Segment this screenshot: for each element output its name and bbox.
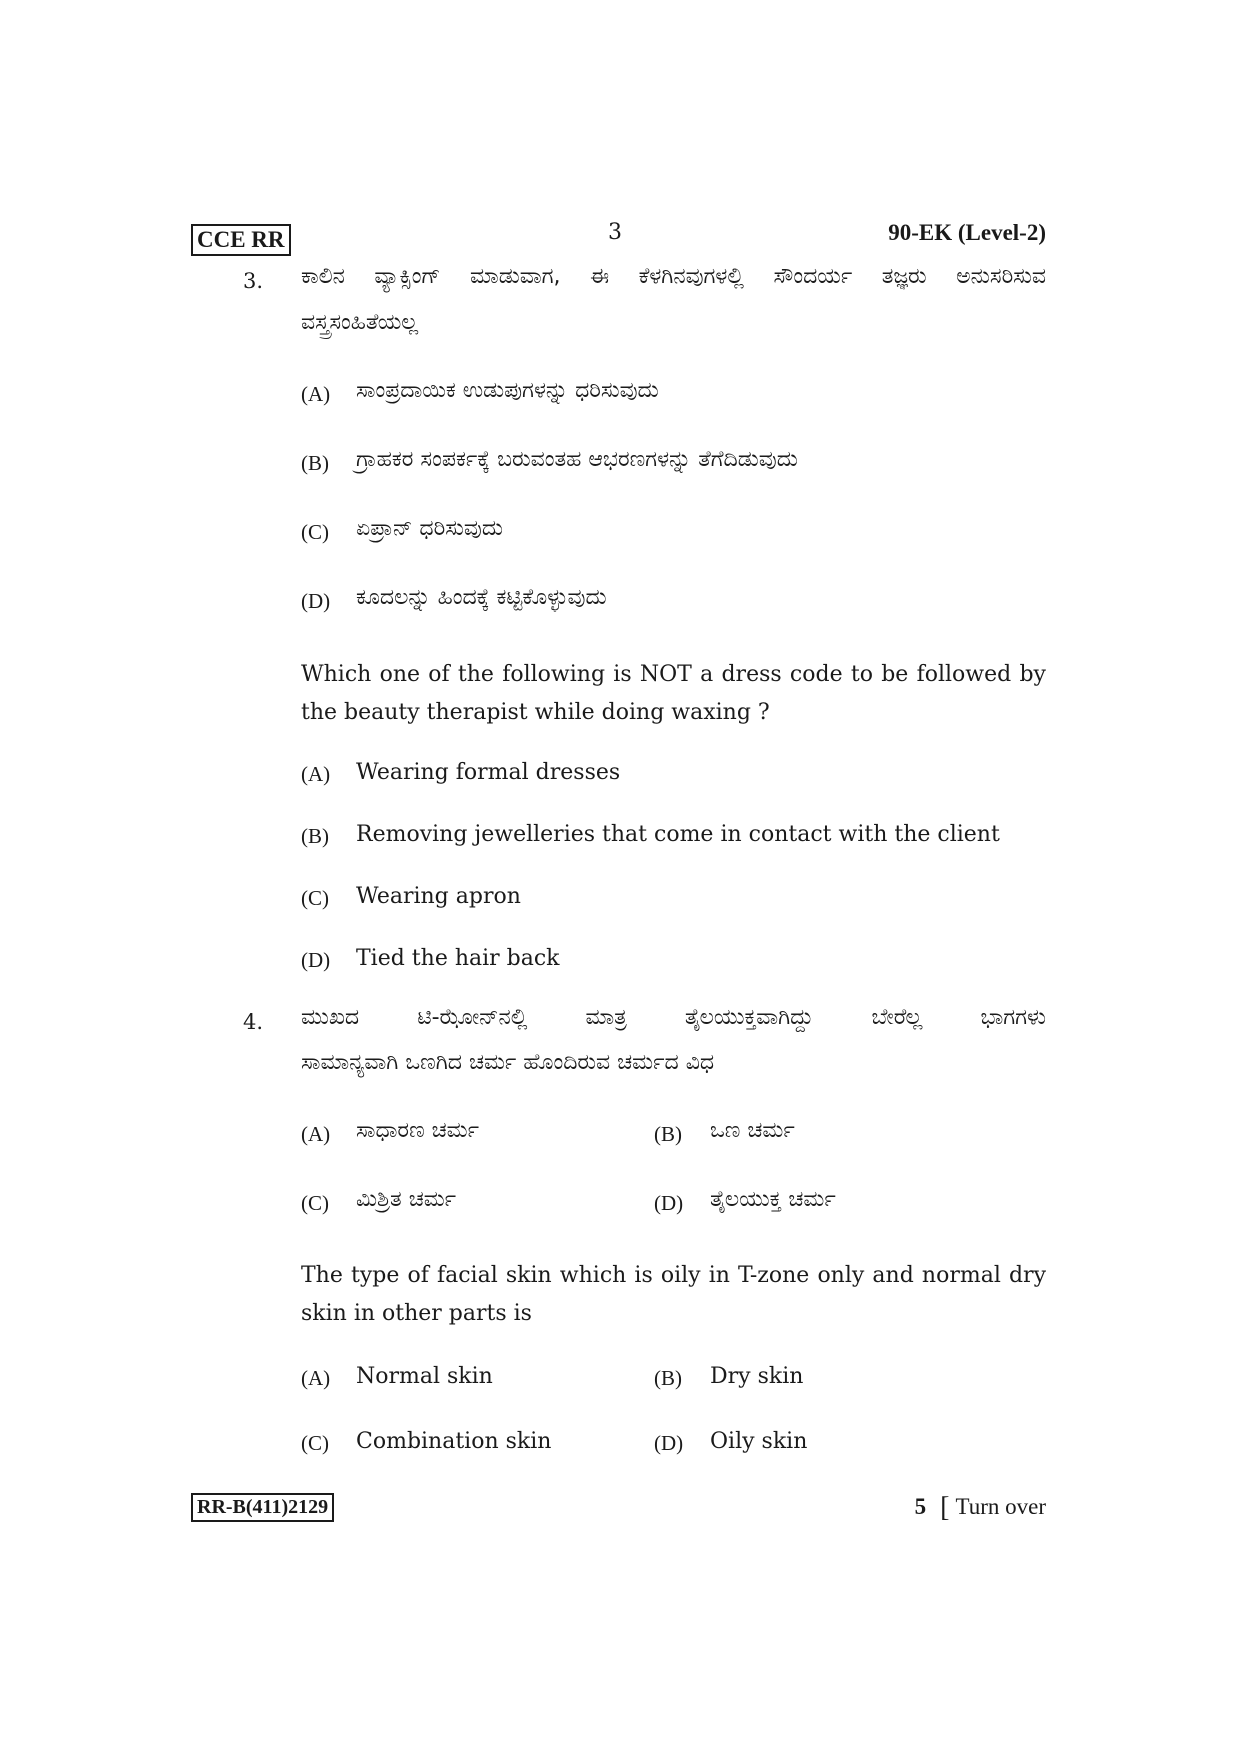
q3-en-option-d-text: Tied the hair back	[356, 946, 560, 971]
q4-en-option-d-text: Oily skin	[710, 1429, 808, 1454]
q4-en-option-c-label: (C)	[301, 1431, 329, 1455]
question-4-number: 4.	[243, 1010, 264, 1034]
q4-kn-option-d-label: (D)	[654, 1191, 684, 1215]
question-4-kannada-line-1: ಮುಖದ ಟಿ-ಝೋನ್‌ನಲ್ಲಿ ಮಾತ್ರ ತೈಲಯುಕ್ತವಾಗಿದ್ದು ಬೇರೆಲ್ಲ ಭಾಗಗಳು	[301, 1005, 1046, 1030]
q4-kn-option-c-text: ಮಿಶ್ರಿತ ಚರ್ಮ	[356, 1187, 457, 1212]
q3-en-option-c-text: Wearing apron	[356, 884, 521, 909]
q4-kn-option-a-label: (A)	[301, 1122, 331, 1146]
paper-code: 90-EK (Level-2)	[888, 220, 1046, 245]
question-4-english: The type of facial skin which is oily in T-zone only and normal dry skin in other parts is	[301, 1263, 1046, 1326]
q3-kn-option-a-text: ಸಾಂಪ್ರದಾಯಿಕ ಉಡುಪುಗಳನ್ನು ಧರಿಸುವುದು	[356, 378, 659, 403]
bracket-glyph: [	[940, 1492, 950, 1523]
page-number: 3	[608, 220, 622, 245]
sheet-number: 5	[914, 1494, 927, 1519]
footer-turn-over	[915, 1490, 1046, 1522]
q3-kn-option-c-text: ಏಪ್ರಾನ್ ಧರಿಸುವುದು	[356, 516, 504, 541]
q4-kn-option-d-text: ತೈಲಯುಕ್ತ ಚರ್ಮ	[710, 1187, 836, 1212]
q3-en-option-b-text: Removing jewelleries that come in contact with the client	[356, 822, 1000, 847]
q4-kn-option-b-text: ಒಣ ಚರ್ಮ	[710, 1118, 795, 1143]
q4-kn-option-c-label: (C)	[301, 1191, 329, 1215]
q4-kn-option-b-label: (B)	[654, 1122, 682, 1146]
header-exam-box: CCE RR	[191, 224, 291, 256]
q4-en-option-b-label: (B)	[654, 1366, 682, 1390]
q3-kn-option-b-label: (B)	[301, 451, 329, 475]
turn-over-text: Turn over	[955, 1494, 1046, 1519]
q4-en-option-a-text: Normal skin	[356, 1364, 493, 1389]
q3-en-option-d-label: (D)	[301, 948, 331, 972]
q3-en-option-b-label: (B)	[301, 824, 329, 848]
q4-en-option-b-text: Dry skin	[710, 1364, 804, 1389]
q3-kn-option-d-label: (D)	[301, 589, 331, 613]
q3-kn-option-c-label: (C)	[301, 520, 329, 544]
q3-kn-option-b-text: ಗ್ರಾಹಕರ ಸಂಪರ್ಕಕ್ಕೆ ಬರುವಂತಹ ಆಭರಣಗಳನ್ನು ತೆಗೆದಿಡುವುದು	[356, 447, 798, 472]
q3-kn-option-d-text: ಕೂದಲನ್ನು ಹಿಂದಕ್ಕೆ ಕಟ್ಟಿಕೊಳ್ಳುವುದು	[356, 585, 607, 610]
q3-en-option-a-text: Wearing formal dresses	[356, 760, 621, 785]
q3-en-option-c-label: (C)	[301, 886, 329, 910]
q3-kn-option-a-label: (A)	[301, 382, 331, 406]
q4-en-option-d-label: (D)	[654, 1431, 684, 1455]
question-3-english: Which one of the following is NOT a dress code to be followed by the beauty therapist while doing waxing ?	[301, 662, 1046, 725]
q4-en-option-c-text: Combination skin	[356, 1429, 552, 1454]
question-3-kannada-line-2: ವಸ್ತ್ರಸಂಹಿತೆಯಲ್ಲ	[301, 310, 419, 335]
question-3-number: 3.	[243, 269, 264, 293]
question-3-kannada-line-1: ಕಾಲಿನ ವ್ಯಾಕ್ಸಿಂಗ್ ಮಾಡುವಾಗ, ಈ ಕೆಳಗಿನವುಗಳಲ್ಲಿ ಸೌಂದರ್ಯ ತಜ್ಞರು ಅನುಸರಿಸುವ	[301, 264, 1046, 289]
question-4-kannada-line-2: ಸಾಮಾನ್ಯವಾಗಿ ಒಣಗಿದ ಚರ್ಮ ಹೊಂದಿರುವ ಚರ್ಮದ ವಿಧ	[301, 1050, 715, 1075]
q4-kn-option-a-text: ಸಾಧಾರಣ ಚರ್ಮ	[356, 1118, 479, 1143]
q3-en-option-a-label: (A)	[301, 762, 331, 786]
footer-code-box: RR-B(411)2129	[191, 1493, 334, 1522]
q4-en-option-a-label: (A)	[301, 1366, 331, 1390]
